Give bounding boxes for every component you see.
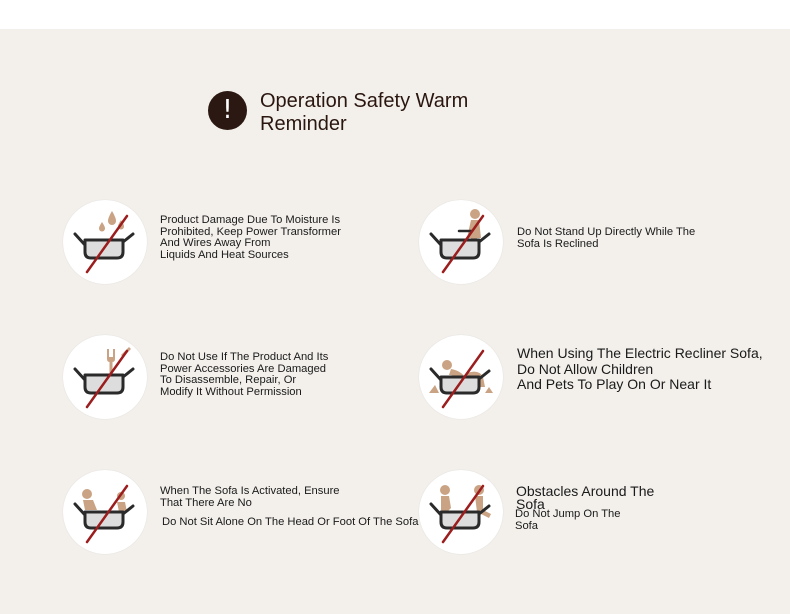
- warning-line: Do Not Sit Alone On The Head Or Foot Of The Sofa: [162, 516, 419, 528]
- warning-text-6-extra: [515, 509, 621, 532]
- warning-line: When The Sofa Is Activated, Ensure: [160, 485, 340, 497]
- warning-text-5-extra: [162, 517, 418, 529]
- warning-line: Do Not Stand Up Directly While The: [517, 226, 696, 238]
- moisture-drops-icon: [63, 200, 147, 284]
- warning-line: And Pets To Play On Or Near It: [517, 376, 712, 392]
- warning-line: Liquids And Heat Sources: [160, 248, 289, 261]
- jumping-person-icon: [419, 470, 503, 554]
- warning-line: Product Damage Due To Moisture Is: [160, 214, 341, 226]
- warning-line: To Disassemble, Repair, Or: [160, 374, 297, 386]
- title-line-2: Reminder: [260, 113, 347, 135]
- warning-text-1: [160, 215, 341, 261]
- exclamation-icon: !: [208, 91, 247, 130]
- warning-text-4: [517, 346, 763, 393]
- warning-line: Obstacles Around The: [516, 483, 655, 499]
- warning-line: Do Not Allow Children: [517, 360, 654, 377]
- warning-text-3: [160, 352, 328, 398]
- warning-line: Do Not Jump On The: [515, 508, 621, 520]
- warning-line: Sofa: [515, 519, 539, 532]
- sitting-on-edge-icon: [63, 470, 147, 554]
- wrench-tools-icon: [63, 335, 147, 419]
- warning-line: Do Not Use If The Product And Its: [160, 351, 329, 363]
- warning-line: Power Accessories Are Damaged: [160, 362, 327, 375]
- title-line-1: Operation Safety Warm: [260, 90, 469, 112]
- warning-line: And Wires Away From: [160, 237, 271, 249]
- warning-line: Prohibited, Keep Power Transformer: [160, 225, 341, 238]
- warning-line: Sofa Is Reclined: [517, 237, 599, 250]
- page-title: [260, 90, 540, 136]
- warning-text-5: [160, 486, 340, 509]
- standing-person-icon: [419, 200, 503, 284]
- warning-line: Sofa: [516, 496, 545, 512]
- safety-header: [208, 90, 538, 134]
- warning-line: That There Are No: [160, 496, 252, 509]
- child-pet-icon: [419, 335, 503, 419]
- warning-text-2: [517, 227, 695, 250]
- warning-line: Modify It Without Permission: [160, 385, 302, 398]
- warning-line: When Using The Electric Recliner Sofa,: [517, 345, 763, 361]
